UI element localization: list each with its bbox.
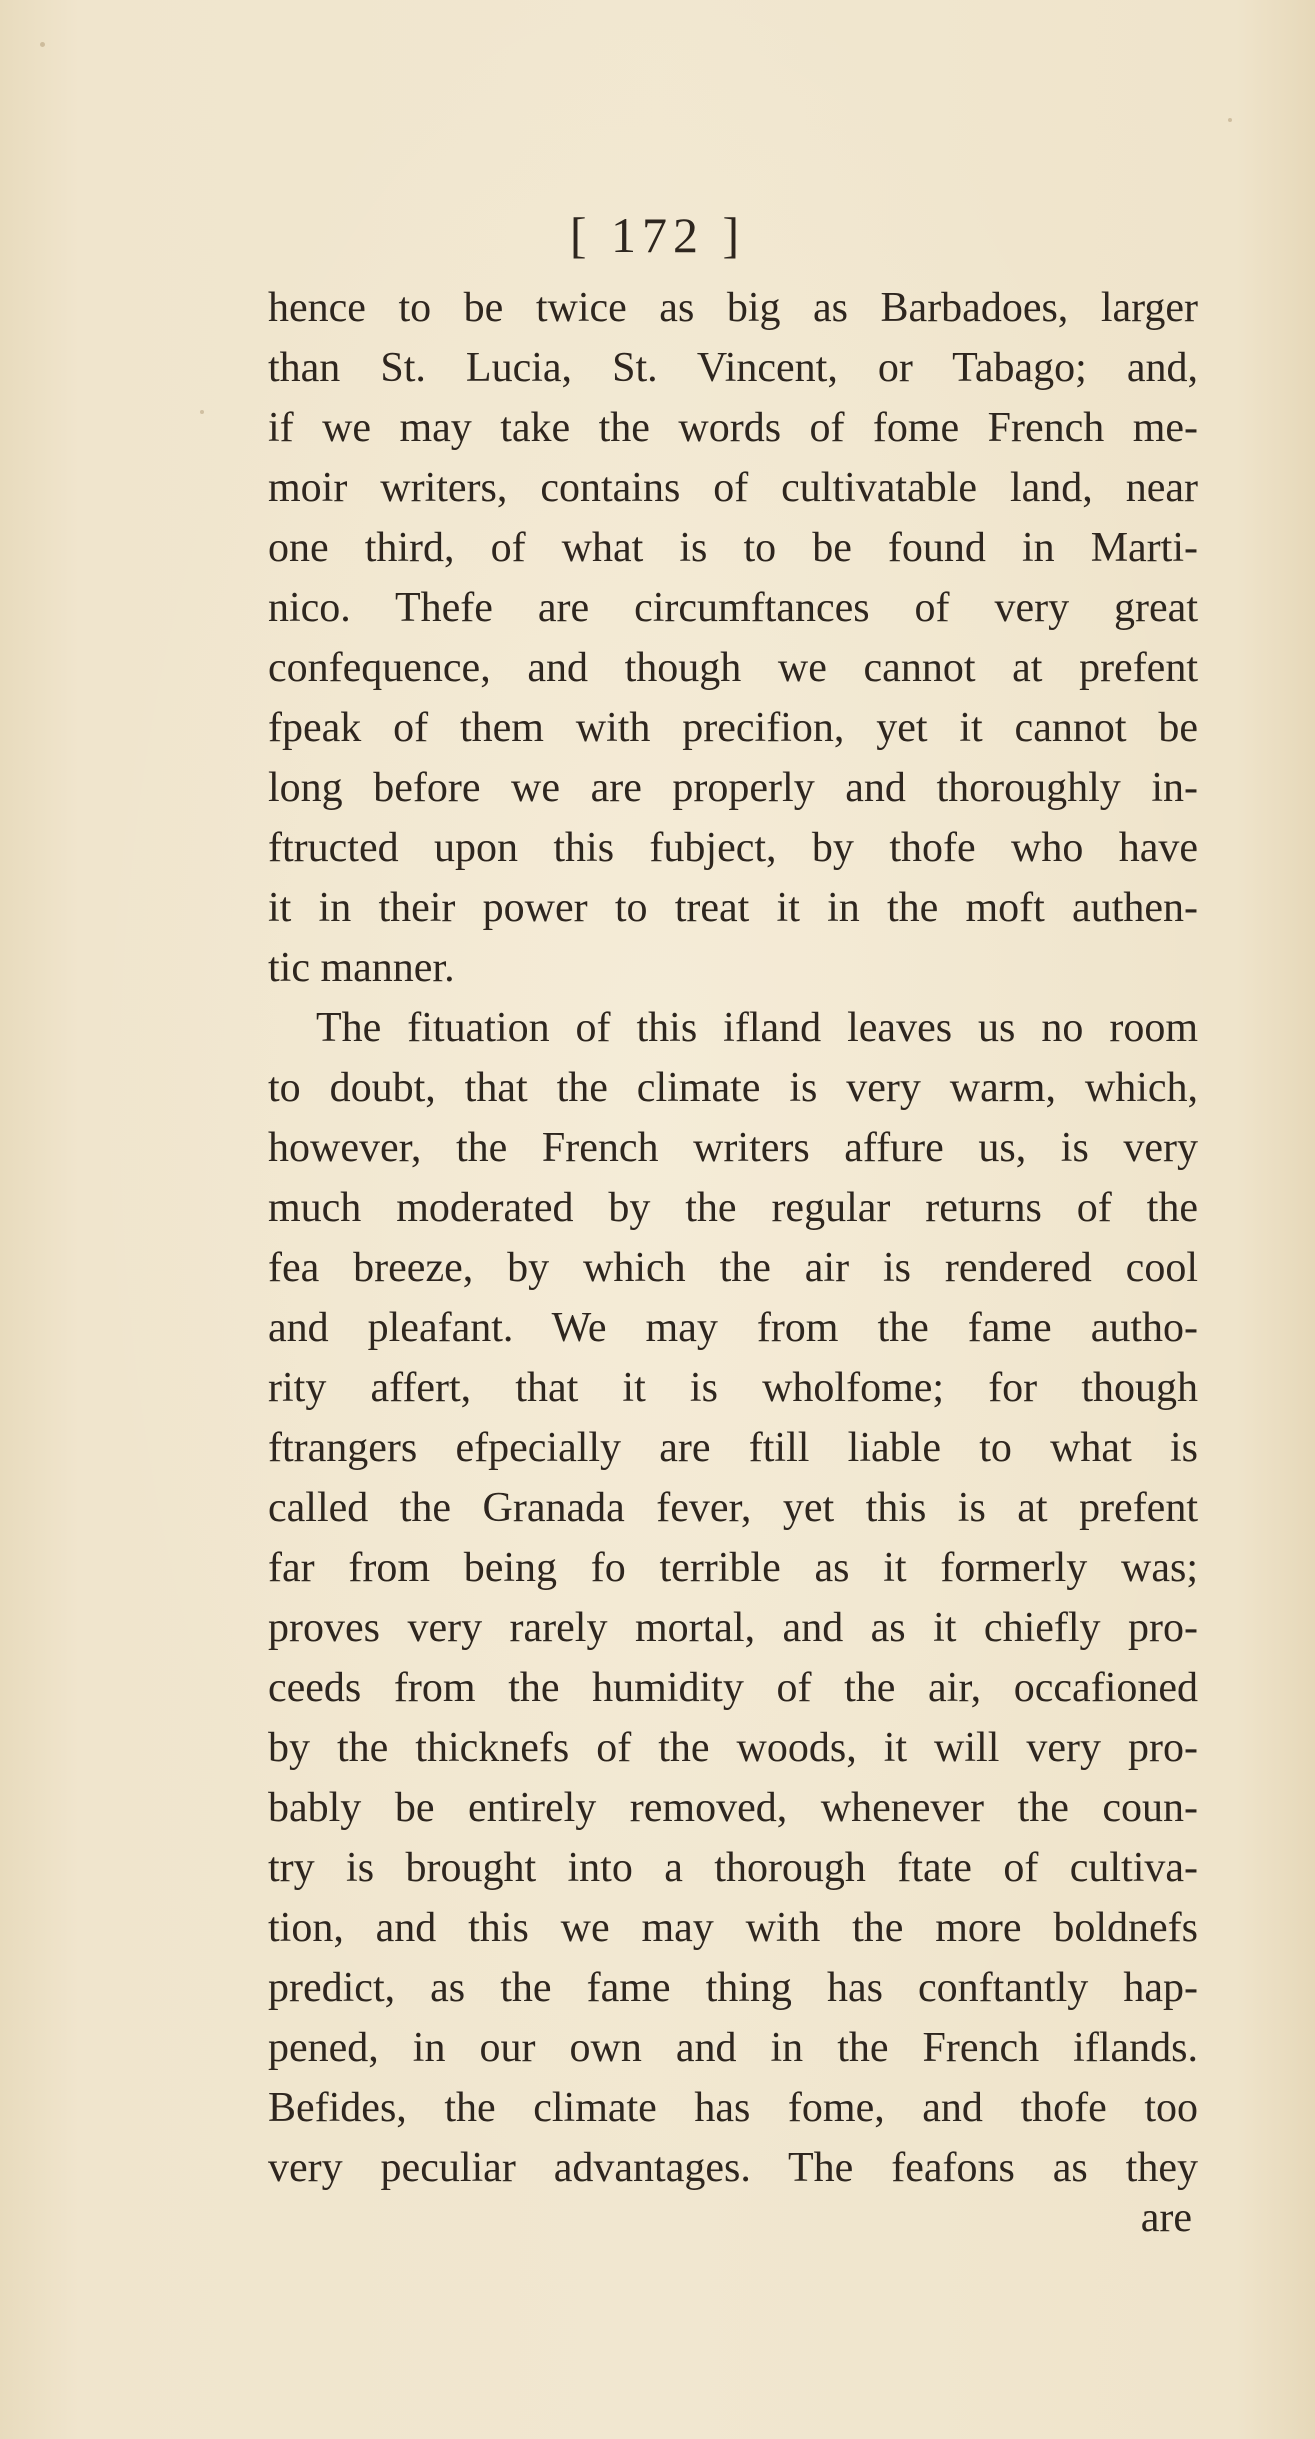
text-line: tion, and this we may with the more boldnefs bbox=[268, 1905, 1198, 1951]
text-line: one third, of what is to be found in Marti- bbox=[268, 525, 1198, 571]
text-line: and pleafant. We may from the fame autho- bbox=[268, 1305, 1198, 1351]
body-text bbox=[268, 278, 1198, 2198]
catchword: are bbox=[1140, 2195, 1192, 2241]
text-line: however, the French writers affure us, is very bbox=[268, 1125, 1198, 1171]
text-line: ceeds from the humidity of the air, occafioned bbox=[268, 1665, 1198, 1711]
text-line: confequence, and though we cannot at prefent bbox=[268, 645, 1198, 691]
page-number: [ 172 ] bbox=[569, 207, 746, 263]
paper-foxing-spot bbox=[40, 42, 45, 47]
text-line: it in their power to treat it in the moft authen- bbox=[268, 885, 1198, 931]
text-line: predict, as the fame thing has conftantly hap- bbox=[268, 1965, 1198, 2011]
text-line: rity affert, that it is wholfome; for though bbox=[268, 1365, 1198, 1411]
paragraph-first-line: The fituation of this ifland leaves us no room bbox=[316, 1005, 1198, 1051]
text-line: try is brought into a thorough ftate of cultiva- bbox=[268, 1845, 1198, 1891]
text-line: hence to be twice as big as Barbadoes, larger bbox=[268, 285, 1198, 331]
text-line: much moderated by the regular returns of the bbox=[268, 1185, 1198, 1231]
text-line: to doubt, that the climate is very warm, which, bbox=[268, 1065, 1198, 1111]
text-line: nico. Thefe are circumftances of very great bbox=[268, 585, 1198, 631]
text-line: tic manner. bbox=[268, 945, 455, 991]
text-line: if we may take the words of fome French me- bbox=[268, 405, 1198, 451]
paper-foxing-spot bbox=[200, 410, 204, 414]
paper-foxing-spot bbox=[1228, 118, 1232, 122]
text-line: Befides, the climate has fome, and thofe too bbox=[268, 2085, 1198, 2131]
text-line: long before we are properly and thoroughly in- bbox=[268, 765, 1198, 811]
text-line: than St. Lucia, St. Vincent, or Tabago; and, bbox=[268, 345, 1198, 391]
text-line: proves very rarely mortal, and as it chiefly pro- bbox=[268, 1605, 1198, 1651]
text-line: by the thicknefs of the woods, it will very pro- bbox=[268, 1725, 1198, 1771]
text-line: fpeak of them with precifion, yet it cannot be bbox=[268, 705, 1198, 751]
text-line: fea breeze, by which the air is rendered cool bbox=[268, 1245, 1198, 1291]
text-line: far from being fo terrible as it formerly was; bbox=[268, 1545, 1198, 1591]
text-line: called the Granada fever, yet this is at prefent bbox=[268, 1485, 1198, 1531]
text-line: pened, in our own and in the French iflands. bbox=[268, 2025, 1198, 2071]
text-line: ftructed upon this fubject, by thofe who have bbox=[268, 825, 1198, 871]
text-line: moir writers, contains of cultivatable land, near bbox=[268, 465, 1198, 511]
text-line: bably be entirely removed, whenever the coun- bbox=[268, 1785, 1198, 1831]
text-line: ftrangers efpecially are ftill liable to what is bbox=[268, 1425, 1198, 1471]
text-line: very peculiar advantages. The feafons as they bbox=[268, 2145, 1198, 2191]
